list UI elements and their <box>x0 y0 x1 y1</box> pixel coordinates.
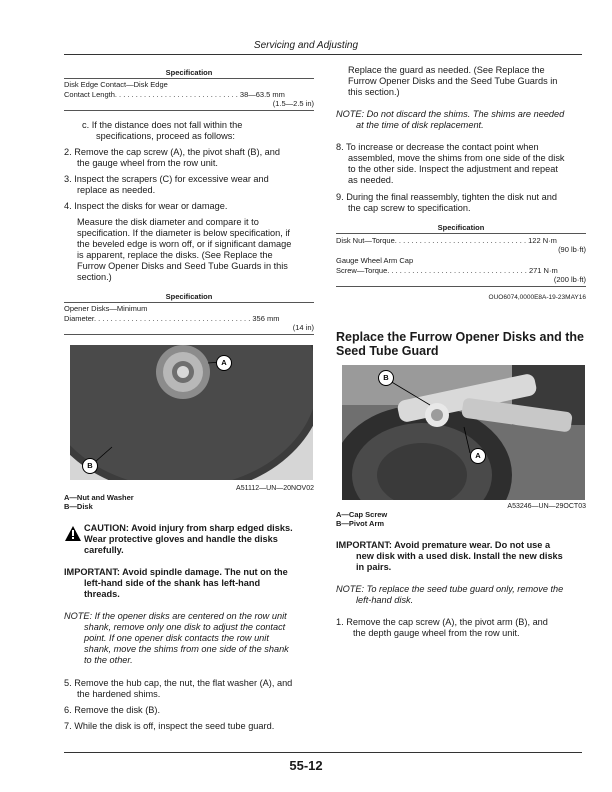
spec1-item: Disk Edge Contact—Disk Edge <box>64 80 168 89</box>
note2-line1: NOTE: To replace the seed tube guard only, remove the <box>336 584 564 594</box>
note-shims-line1: NOTE: Do not discard the shims. The shims are needed <box>336 109 565 119</box>
figure-disk-nut <box>70 345 313 480</box>
step-9-line1: 9. During the final reassembly, tighten the disk nut and <box>336 192 557 202</box>
row-unit-illustration <box>342 365 585 500</box>
running-header: Servicing and Adjusting <box>253 40 359 51</box>
important2-line1: IMPORTANT: Avoid premature wear. Do not use a <box>336 540 551 550</box>
spec3-rule <box>336 233 586 234</box>
fig1-code: A51112—UN—20NOV02 <box>236 485 314 492</box>
step-c-line1: c. If the distance does not fall within the <box>82 120 243 130</box>
step-2-line1: 2. Remove the cap screw (A), the pivot shaft (B), and <box>64 147 281 157</box>
step-c-line2: specifications, proceed as follows: <box>96 131 235 141</box>
spec3-item1-row: Disk Nut—Torque. . . . . . . . . . . . . . . . . . . . . . . . . . . . . . . . 122 N·m <box>336 236 557 245</box>
note1-line2: shank, remove only one disk to adjust the contact <box>84 622 286 632</box>
measure-line4: is apparent, replace the disks. (See Replace the <box>77 250 273 260</box>
note-shims-line2: at the time of disk replacement. <box>356 120 484 130</box>
footer-rule <box>64 752 582 753</box>
spec2-bottom-rule <box>64 334 314 335</box>
spec3-bottom-rule <box>336 286 586 287</box>
document-code: OUO6074,0000E8A-19-23MAY16 <box>488 294 586 301</box>
step-2-line2: the gauge wheel from the row unit. <box>77 158 218 168</box>
step-8-line1: 8. To increase or decrease the contact point when <box>336 142 539 152</box>
replace-guard-line3: this section.) <box>348 87 400 97</box>
fig1-legend-b: B—Disk <box>64 502 93 511</box>
note2-line2: left-hand disk. <box>356 595 414 605</box>
spec1-rule <box>64 78 314 79</box>
caution-line2: Wear protective gloves and handle the disks <box>84 534 278 544</box>
important2-line3: in pairs. <box>356 562 392 572</box>
spec3-title: Specification <box>437 223 485 232</box>
fig2-callout-b: B <box>378 370 394 386</box>
important1-line1: IMPORTANT: Avoid spindle damage. The nut on the <box>64 567 288 577</box>
measure-line2: specification. If the diameter is below specification, if <box>77 228 290 238</box>
step-6: 6. Remove the disk (B). <box>64 705 160 715</box>
step-8-line4: as needed. <box>348 175 394 185</box>
fig1-legend-a: A—Nut and Washer <box>64 493 134 502</box>
section-title-line1: Replace the Furrow Opener Disks and the <box>336 330 584 344</box>
fig1-callout-a: A <box>216 355 232 371</box>
step-9-line2: the cap screw to specification. <box>348 203 471 213</box>
spec2-rule <box>64 302 314 303</box>
step-8-line2: assembled, move the shims from one side of the disk <box>348 153 565 163</box>
spec1-value-imperial: (1.5—2.5 in) <box>272 99 314 108</box>
replace-guard-line2: Furrow Opener Disks and the Seed Tube Guards in <box>348 76 558 86</box>
fig1-callout-b: B <box>82 458 98 474</box>
figure-row-unit <box>342 365 585 500</box>
section-title-line2: Seed Tube Guard <box>336 344 439 358</box>
step-4: 4. Inspect the disks for wear or damage. <box>64 201 228 211</box>
caution-line3: carefully. <box>84 545 124 555</box>
note1-line5: to the other. <box>84 655 133 665</box>
step-1-line1: 1. Remove the cap screw (A), the pivot arm (B), and <box>336 617 548 627</box>
important1-line3: threads. <box>84 589 120 599</box>
step-7: 7. While the disk is off, inspect the seed tube guard. <box>64 721 275 731</box>
important2-line2: new disk with a used disk. Install the new disks <box>356 551 563 561</box>
header-rule <box>64 54 582 55</box>
fig2-callout-a: A <box>470 448 486 464</box>
spec1-row: Contact Length. . . . . . . . . . . . . . . . . . . . . . . . . . . . . . 38—63.5 mm <box>64 90 285 99</box>
disk-illustration <box>70 345 313 480</box>
note1-line1: NOTE: If the opener disks are centered on the row unit <box>64 611 287 621</box>
note1-line4: shank, move the shims from one side of the shank <box>84 644 289 654</box>
spec3-item2: Gauge Wheel Arm Cap <box>336 256 414 265</box>
note1-line3: point. If one opener disk contacts the row unit <box>84 633 269 643</box>
replace-guard-line1: Replace the guard as needed. (See Replace the <box>348 65 545 75</box>
spec2-item: Opener Disks—Minimum <box>64 304 148 313</box>
page-number: 55-12 <box>289 758 323 773</box>
spec2-value-imperial: (14 in) <box>292 323 314 332</box>
step-3-line2: replace as needed. <box>77 185 156 195</box>
spec2-row: Diameter. . . . . . . . . . . . . . . . . . . . . . . . . . . . . . . . . . . . . . 356 mm <box>64 314 280 323</box>
measure-line1: Measure the disk diameter and compare it to <box>77 217 259 227</box>
step-5-line2: the hardened shims. <box>77 689 161 699</box>
fig2-legend-a: A—Cap Screw <box>336 510 388 519</box>
spec1-title: Specification <box>165 68 213 77</box>
spec3-item2-row: Screw—Torque. . . . . . . . . . . . . . . . . . . . . . . . . . . . . . . . . . 271 N·m <box>336 266 558 275</box>
fig2-code: A53246—UN—29OCT03 <box>507 503 586 510</box>
important1-line2: left-hand side of the shank has left-hand <box>84 578 261 588</box>
step-1-line2: the depth gauge wheel from the row unit. <box>353 628 520 638</box>
step-5-line1: 5. Remove the hub cap, the nut, the flat washer (A), and <box>64 678 293 688</box>
spec3-item1-imperial: (90 lb·ft) <box>558 245 586 254</box>
measure-line5: Furrow Opener Disks and Seed Tube Guards in this <box>77 261 288 271</box>
spec1-bottom-rule <box>64 110 314 111</box>
step-8-line3: to the other side. Inspect the adjustment and repeat <box>348 164 558 174</box>
caution-line1: CAUTION: Avoid injury from sharp edged disks. <box>84 523 293 533</box>
measure-line3: the beveled edge is worn off, or if significant damage <box>77 239 292 249</box>
fig2-legend-b: B—Pivot Arm <box>336 519 385 528</box>
measure-line6: section.) <box>77 272 112 282</box>
spec3-item2-imperial: (200 lb·ft) <box>553 275 586 284</box>
spec2-title: Specification <box>165 292 213 301</box>
warning-icon <box>65 526 81 542</box>
step-3-line1: 3. Inspect the scrapers (C) for excessive wear and <box>64 174 269 184</box>
